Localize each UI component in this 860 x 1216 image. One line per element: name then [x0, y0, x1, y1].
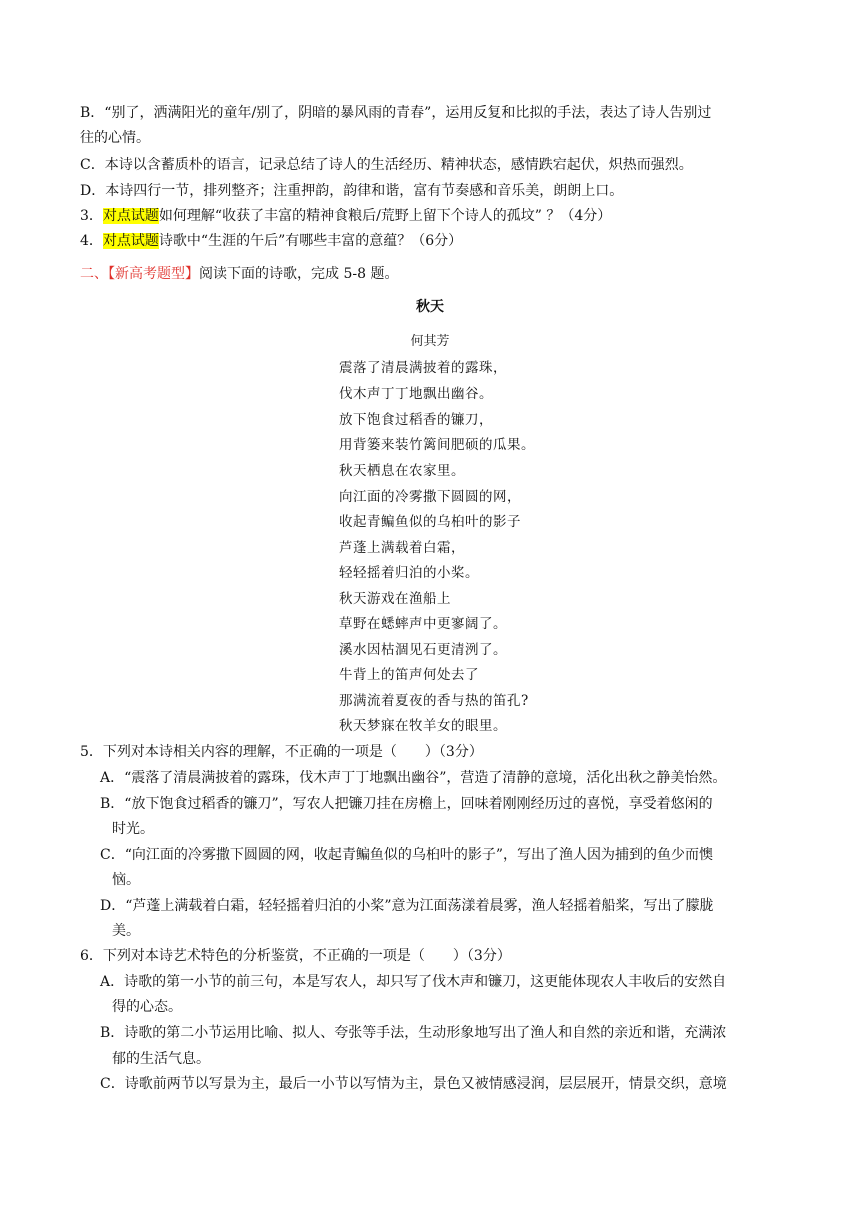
option-c: C．本诗以含蓄质朴的语言，记录总结了诗人的生活经历、精神状态，感情跌宕起伏，炽热而强烈。	[80, 157, 693, 173]
poem-line: 伐木声丁丁地飘出幽谷。	[339, 386, 493, 402]
question-4-text: 诗歌中“生涯的午后”有哪些丰富的意蕴？（6分）	[158, 233, 463, 249]
question-5-stem: 5．下列对本诗相关内容的理解，不正确的一项是（ ）（3分）	[80, 744, 483, 760]
poem-line: 放下饱食过稻香的镰刀，	[339, 412, 493, 428]
option-b-line2: 往的心情。	[80, 130, 150, 146]
question-3-tag: 对点试题	[102, 208, 159, 224]
question-5-option-c-cont: 恼。	[112, 872, 140, 888]
question-3-text: 如何理解“收获了丰富的精神食粮后/荒野上留下个诗人的孤坟” ？（4分）	[158, 208, 612, 224]
question-6-option-a-cont: 得的心态。	[112, 999, 182, 1015]
option-b-line1: B．“别了，洒满阳光的童年/别了，阴暗的暴风雨的青春”，运用反复和比拟的手法，表达了诗人告别过	[80, 105, 712, 121]
poem-title: 秋天	[416, 299, 444, 315]
poem-line: 牛背上的笛声何处去了	[339, 667, 479, 683]
question-5-option-b-cont: 时光。	[112, 821, 154, 837]
poem-line: 轻轻摇着归泊的小桨。	[339, 565, 479, 581]
question-4	[80, 231, 462, 251]
section-prefix: 二、【新高考题型】	[80, 266, 199, 282]
poem-author: 何其芳	[410, 334, 450, 349]
question-5-option-c: C．“向江面的冷雾撒下圆圆的网，收起青鳊鱼似的乌桕叶的影子”，写出了渔人因为捕到的鱼少而懊	[100, 847, 714, 863]
question-6-option-a: A．诗歌的第一小节的前三句，本是写农人，却只写了伐木声和镰刀，这更能体现农人丰收后的安然自	[100, 974, 727, 990]
poem-line: 向江面的冷雾撒下圆圆的网，	[339, 489, 521, 505]
question-6-option-b-cont: 郁的生活气息。	[112, 1051, 210, 1067]
option-d: D．本诗四行一节，排列整齐；注重押韵，韵律和谐，富有节奏感和音乐美，朗朗上口。	[80, 183, 624, 199]
question-5-option-b: B．“放下饱食过稻香的镰刀”，写农人把镰刀挂在房檐上，回味着刚刚经历过的喜悦，享受着悠闲的	[100, 796, 713, 812]
question-5-option-d-cont: 美。	[112, 923, 140, 939]
question-6-option-b: B．诗歌的第二小节运用比喻、拟人、夸张等手法，生动形象地写出了渔人和自然的亲近和谐，充满浓	[100, 1025, 727, 1041]
poem-line: 秋天游戏在渔船上	[339, 591, 451, 607]
question-4-number: 4．	[80, 233, 103, 249]
question-4-tag: 对点试题	[102, 233, 159, 249]
poem-line: 芦蓬上满载着白霜，	[339, 540, 465, 556]
poem-line: 草野在蟋蟀声中更寥阔了。	[339, 616, 507, 632]
question-5-option-d: D．“芦蓬上满载着白霜，轻轻摇着归泊的小桨”意为江面荡漾着晨雾，渔人轻摇着船桨，写出了朦胧	[100, 898, 714, 914]
question-3	[80, 206, 611, 226]
poem-line: 收起青鳊鱼似的乌桕叶的影子	[339, 514, 521, 530]
question-6-stem: 6．下列对本诗艺术特色的分析鉴赏，不正确的一项是（ ）（3分）	[80, 948, 511, 964]
poem-line: 震落了清晨满披着的露珠，	[339, 360, 507, 376]
question-6-option-c: C．诗歌前两节以写景为主，最后一小节以写情为主，景色又被情感浸润，层层展开，情景交织，意境	[100, 1076, 727, 1092]
poem-line: 秋天栖息在农家里。	[339, 463, 465, 479]
poem-line: 秋天梦寐在牧羊女的眼里。	[339, 718, 507, 734]
section-instruction: 阅读下面的诗歌，完成 5-8 题。	[199, 266, 399, 282]
poem-line: 那满流着夏夜的香与热的笛孔?	[339, 693, 529, 709]
question-5-option-a: A．“震落了清晨满披着的露珠，伐木声丁丁地飘出幽谷”，营造了清静的意境，活化出秋之静美怡然。	[100, 770, 727, 786]
question-3-number: 3．	[80, 208, 103, 224]
poem-line: 溪水因枯涸见石更清洌了。	[339, 642, 507, 658]
section-heading	[80, 264, 398, 284]
poem-line: 用背篓来装竹篱间肥硕的瓜果。	[339, 437, 535, 453]
